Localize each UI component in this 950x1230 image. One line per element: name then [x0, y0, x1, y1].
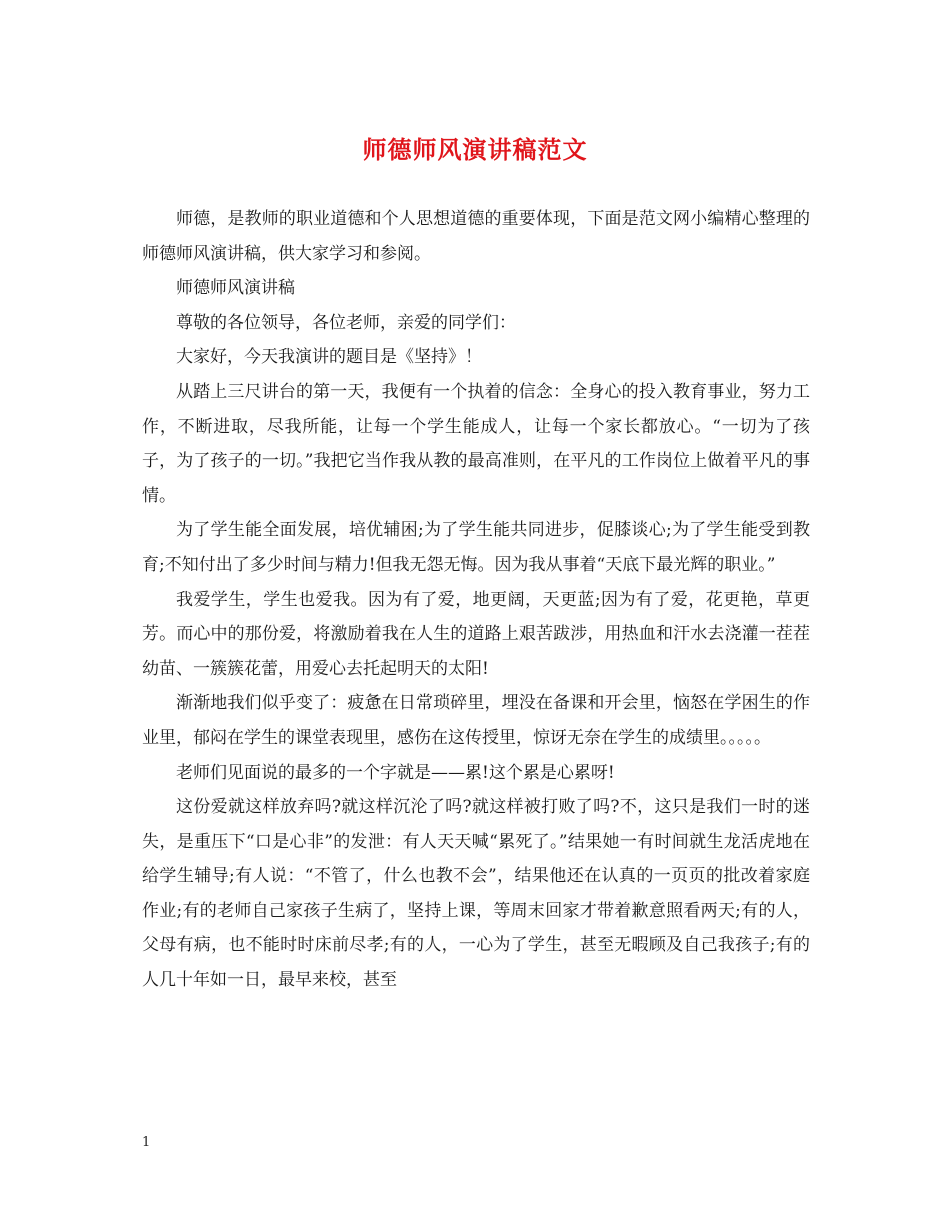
paragraph: 我爱学生，学生也爱我。因为有了爱，地更阔，天更蓝;因为有了爱，花更艳，草更芳。而心中的那份爱，将激励着我在人生的道路上艰苦跋涉，用热血和汗水去浇灌一茬茬幼苗、一簇簇花蕾，用爱心去托起明天的太阳!: [142, 589, 810, 679]
paragraph: 渐渐地我们似乎变了：疲惫在日常琐碎里，埋没在备课和开会里，恼怒在学困生的作业里，郁闷在学生的课堂表现里，感伤在这传授里，惊讶无奈在学生的成绩里。。。。。: [142, 693, 810, 748]
paragraph: 师德，是教师的职业道德和个人思想道德的重要体现，下面是范文网小编精心整理的师德师风演讲稿，供大家学习和参阅。: [142, 209, 810, 264]
paragraph: 大家好，今天我演讲的题目是《坚持》！: [176, 347, 482, 368]
paragraph: 这份爱就这样放弃吗?就这样沉沦了吗?就这样被打败了吗?不，这只是我们一时的迷失，是重压下“口是心非”的发泄：有人天天喊“累死了。”结果她一有时间就生龙活虎地在给学生辅导;有人说：“不管了，什么也教不会”，结果他还在认真的一页页的批改着家庭作业;有的老师自己家孩子生病了，坚持上课，等周末回家才带着歉意照看两天;有的人，父母有病，也不能时时床前尽孝;有的人，一心为了学生，甚至无暇顾及自己我孩子;有的人几十年如一日，最早来校，甚至: [142, 797, 810, 991]
paragraph: 尊敬的各位领导，各位老师，亲爱的同学们：: [176, 312, 516, 333]
paragraph: 老师们见面说的最多的一个字就是——累!这个累是心累呀!: [176, 762, 615, 783]
page-number: 1: [142, 1135, 151, 1150]
paragraph: 师德师风演讲稿: [176, 278, 295, 299]
paragraph: 从踏上三尺讲台的第一天，我便有一个执着的信念：全身心的投入教育事业，努力工作，不断进取，尽我所能，让每一个学生能成人，让每一个家长都放心。“一切为了孩子，为了孩子的一切。”我把它当作我从教的最高准则，在平凡的工作岗位上做着平凡的事情。: [142, 381, 810, 506]
document-body: [142, 202, 810, 998]
paragraph: 为了学生能全面发展，培优辅困;为了学生能共同进步，促膝谈心;为了学生能受到教育;不知付出了多少时间与精力!但我无怨无悔。因为我从事着“天底下最光辉的职业。”: [142, 520, 810, 575]
page-title: 师德师风演讲稿范文: [362, 135, 588, 164]
